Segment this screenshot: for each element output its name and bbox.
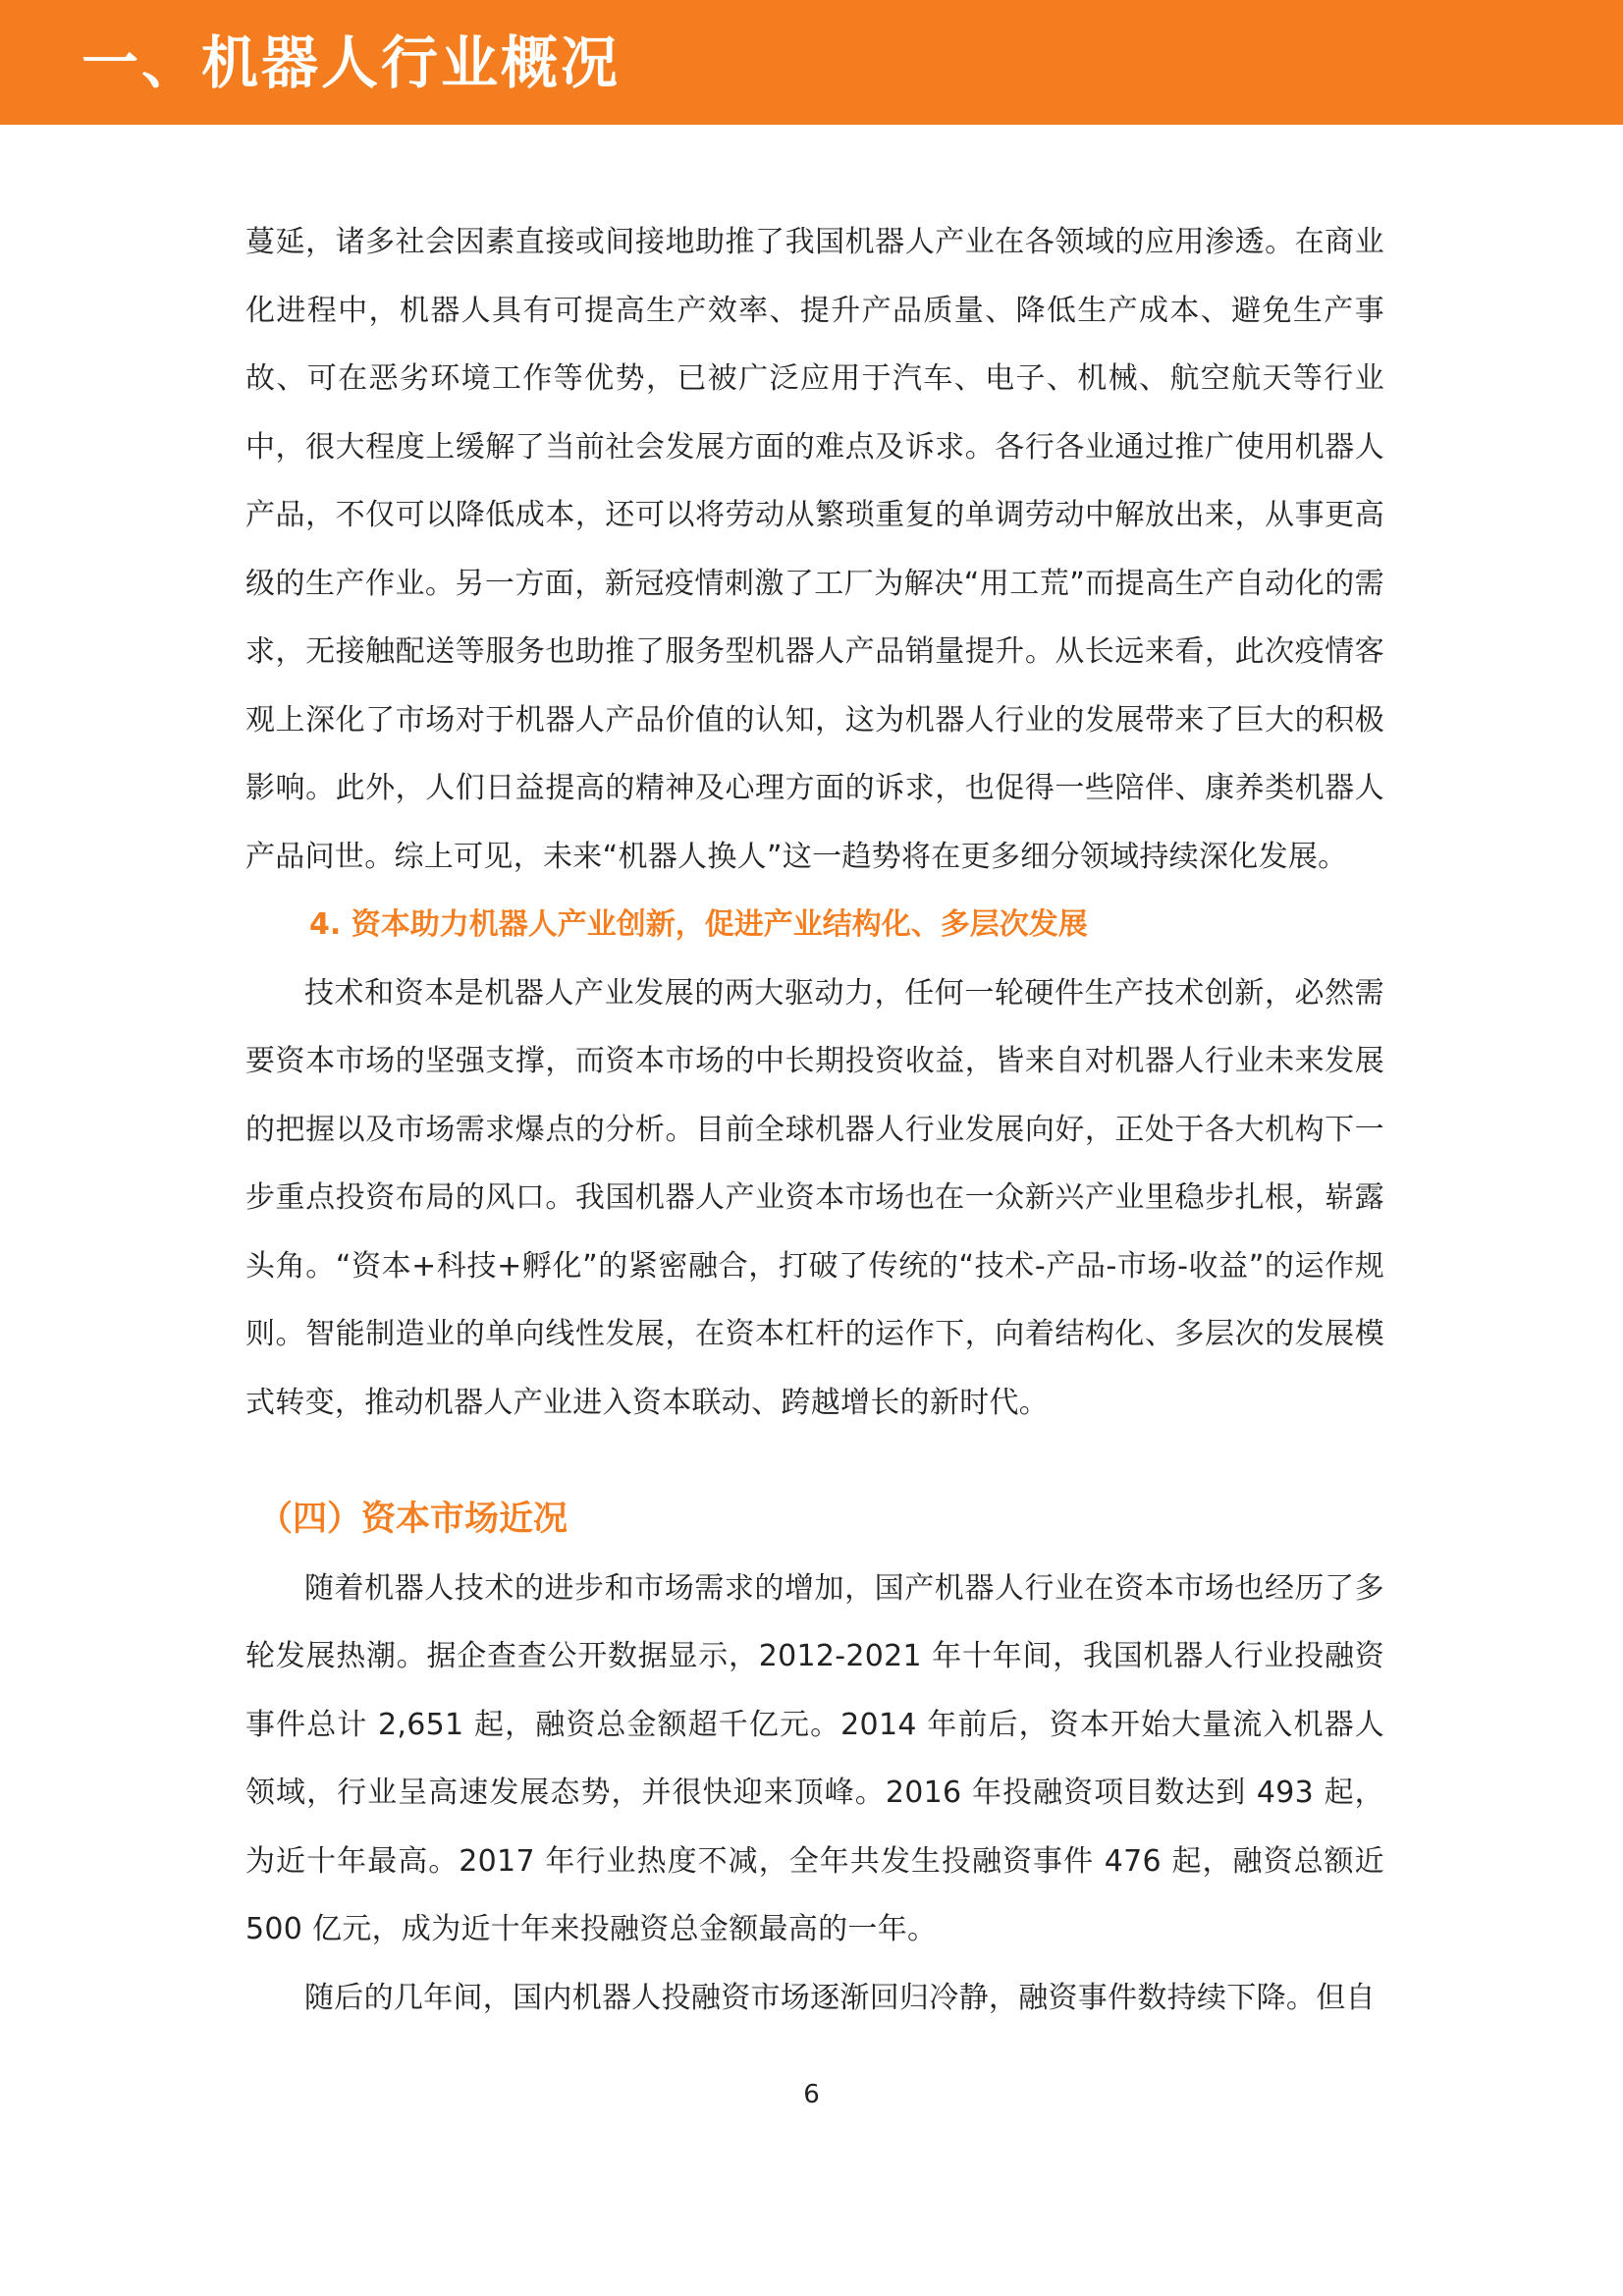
- page-number: 6: [803, 2080, 820, 2109]
- paragraph-3: 随着机器人技术的进步和市场需求的增加，国产机器人行业在资本市场也经历了多轮发展热潮。据企查查公开数据显示，2012-2021 年十年间，我国机器人行业投融资事件总计 2,651 起，融资总金额超千亿元。2014 年前后，资本开始大量流入机器人领域，行业呈高速发展态势，并很快迎来顶峰。2016 年投融资项目数达到 493 起，为近十年最高。2017 年行业热度不减，全年共发生投融资事件 476 起，融资总额近 500 亿元，成为近十年来投融资总金额最高的一年。: [245, 1570, 1384, 1946]
- paragraph-2: 技术和资本是机器人产业发展的两大驱动力，任何一轮硬件生产技术创新，必然需要资本市场的坚强支撑，而资本市场的中长期投资收益，皆来自对机器人行业未来发展的把握以及市场需求爆点的分析。目前全球机器人行业发展向好，正处于各大机构下一步重点投资布局的风口。我国机器人产业资本市场也在一众新兴产业里稳步扎根，崭露头角。“资本+科技+孵化”的紧密融合，打破了传统的“技术-产品-市场-收益”的运作规则。智能制造业的单向线性发展，在资本杠杆的运作下，向着结构化、多层次的发展模式转变，推动机器人产业进入资本联动、跨越增长的新时代。: [245, 975, 1384, 1420]
- page-title: 一、机器人行业概况: [81, 29, 622, 96]
- paragraph-1: 蔓延，诸多社会因素直接或间接地助推了我国机器人产业在各领域的应用渗透。在商业化进程中，机器人具有可提高生产效率、提升产品质量、降低生产成本、避免生产事故、可在恶劣环境工作等优势，已被广泛应用于汽车、电子、机械、航空航天等行业中，很大程度上缓解了当前社会发展方面的难点及诉求。各行各业通过推广使用机器人产品，不仅可以降低成本，还可以将劳动从繁琐重复的单调劳动中解放出来，从事更高级的生产作业。另一方面，新冠疫情刺激了工厂为解决“用工荒”而提高生产自动化的需求，无接触配送等服务也助推了服务型机器人产品销量提升。从长远来看，此次疫情客观上深化了市场对于机器人产品价值的认知，这为机器人行业的发展带来了巨大的积极影响。此外，人们日益提高的精神及心理方面的诉求，也促得一些陪伴、康养类机器人产品问世。综上可见，未来“机器人换人”这一趋势将在更多细分领域持续深化发展。: [245, 225, 1384, 874]
- paragraph-4: 随后的几年间，国内机器人投融资市场逐渐回归冷静，融资事件数持续下降。但自: [304, 1980, 1376, 2015]
- section-heading: （四）资本市场近况: [258, 1500, 568, 1539]
- header-bar: [0, 0, 1623, 125]
- subheading-4: 4. 资本助力机器人产业创新，促进产业结构化、多层次发展: [309, 907, 1088, 942]
- document-body: [245, 208, 1384, 2032]
